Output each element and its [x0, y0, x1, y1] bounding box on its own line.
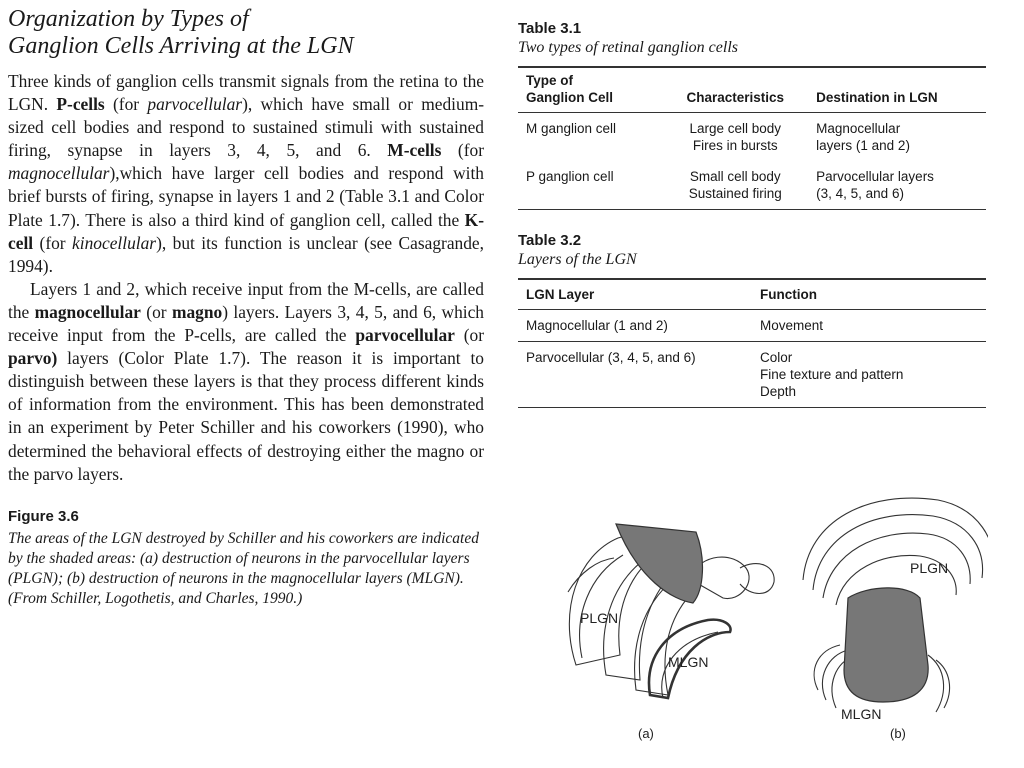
panel-a-caption: (a)	[638, 726, 654, 741]
term-magnocellular: magnocellular	[34, 301, 141, 322]
p1-text-1: Three kinds of ganglion cells transmit signals from the retina to the LGN.	[8, 71, 484, 115]
p2-text-5: layers (Color Plate 1.7). The reason it is important to distinguish between these layers is that they process different kinds of information from the environment. This has been demonstrated in an experiment by Peter Schiller and his coworkers (1990), who determined the behavioral effects of destroying either the magno or the parvo layers.	[8, 348, 484, 484]
term-k-cell: K-cell	[8, 209, 484, 253]
panel-b-label-mlgn: MLGN	[841, 706, 882, 722]
table1-label: Table 3.1	[518, 20, 582, 37]
table1-cell-type: P ganglion cell	[518, 161, 658, 210]
p1-text-5: ),which have larger cell bodies and respond with brief bursts of firing, synapse in layers 1 and 2 (Table 3.1 and Color Plate 1.7). There is also a third kind of ganglion cell, called the	[8, 163, 484, 230]
table2	[518, 278, 986, 408]
table1	[518, 66, 986, 210]
paragraph-1	[8, 70, 484, 278]
table1-header-characteristics: Characteristics	[658, 67, 808, 113]
p1-text-3: ), which have small or medium-sized cell bodies and respond to sustained stimuli with sustained firing, synapse in layers 3, 4, 5, and 6.	[8, 94, 485, 161]
table-row	[518, 342, 986, 408]
term-parvocellular: parvocellular	[355, 325, 455, 346]
figure-3-6	[518, 480, 988, 750]
table2-header-layer: LGN Layer	[518, 279, 752, 310]
table2-cell-function: Color Fine texture and pattern Depth	[752, 342, 986, 408]
panel-a-label-mlgn: MLGN	[668, 654, 709, 670]
table1-header-row	[518, 67, 986, 113]
panel-b-label-plgn: PLGN	[910, 560, 949, 576]
table2-header-row	[518, 279, 986, 310]
figure-3-6-drawing	[518, 480, 988, 750]
p1-text-6: (for	[33, 232, 73, 253]
table2-cell-function: Movement	[760, 318, 824, 333]
body-text	[8, 70, 484, 486]
term-parvo: parvo)	[8, 348, 58, 369]
table-row	[518, 113, 986, 162]
term-p-cells: P-cells	[56, 94, 105, 115]
table1-cell-destination: Parvocellular layers (3, 4, 5, and 6)	[808, 161, 986, 210]
table1-caption: Two types of retinal ganglion cells	[518, 39, 738, 56]
term-magnocellular-italic: magnocellular	[8, 163, 110, 184]
table2-cell-layer: Parvocellular (3, 4, 5, and 6)	[518, 342, 752, 408]
section-title-line2: Ganglion Cells Arriving at the LGN	[8, 33, 354, 59]
right-column	[518, 20, 986, 408]
panel-b-caption: (b)	[890, 726, 906, 741]
table1-cell-type: M ganglion cell	[526, 121, 617, 136]
p1-text-4: (for	[441, 140, 484, 161]
section-title	[8, 6, 484, 60]
paragraph-2	[8, 278, 484, 486]
term-magno: magno	[171, 301, 223, 322]
p1-text-7: ), but its function is unclear (see Casagrande, 1994).	[8, 232, 485, 276]
table1-header-destination: Destination in LGN	[808, 67, 986, 113]
panel-a-label-plgn: PLGN	[580, 610, 619, 626]
table2-cell-layer: Magnocellular (1 and 2)	[526, 318, 668, 333]
p2-text-3: ) layers. Layers 3, 4, 5, and 6, which receive input from the P-cells, are called the	[8, 301, 485, 346]
table1-cell-characteristics: Small cell body Sustained firing	[658, 161, 808, 210]
figure-label: Figure 3.6	[8, 507, 79, 525]
term-kinocellular-italic: kinocellular	[72, 232, 157, 253]
table2-header-function: Function	[752, 279, 986, 310]
p2-text-1: Layers 1 and 2, which receive input from the M-cells, are called the	[8, 278, 484, 322]
p1-text-2: (for	[104, 94, 148, 115]
table-row	[518, 161, 986, 210]
table-row	[518, 310, 986, 342]
table2-label: Table 3.2	[518, 232, 582, 249]
panel-b-shaded-region	[844, 588, 928, 702]
table1-header-type: Type of Ganglion Cell	[518, 67, 658, 113]
table2-caption: Layers of the LGN	[518, 251, 637, 268]
term-m-cells: M-cells	[387, 140, 442, 161]
table1-cell-destination: Magnocellular layers (1 and 2)	[816, 121, 910, 153]
term-parvocellular-italic: parvocellular	[147, 94, 243, 115]
p2-text-2: (or	[140, 301, 172, 322]
section-title-line1: Organization by Types of	[8, 6, 249, 32]
figure-caption: The areas of the LGN destroyed by Schiller and his coworkers are indicated by the shaded areas: (a) destruction of neurons in the parvocellular layers (PLGN); (b) destruction of neurons in the magnocellular layers (MLGN). (From Schiller, Logothetis, and Charles, 1990.)	[8, 529, 479, 607]
table1-cell-characteristics: Large cell body Fires in bursts	[689, 121, 782, 153]
left-column	[8, 6, 484, 609]
p2-text-4: (or	[454, 325, 484, 346]
